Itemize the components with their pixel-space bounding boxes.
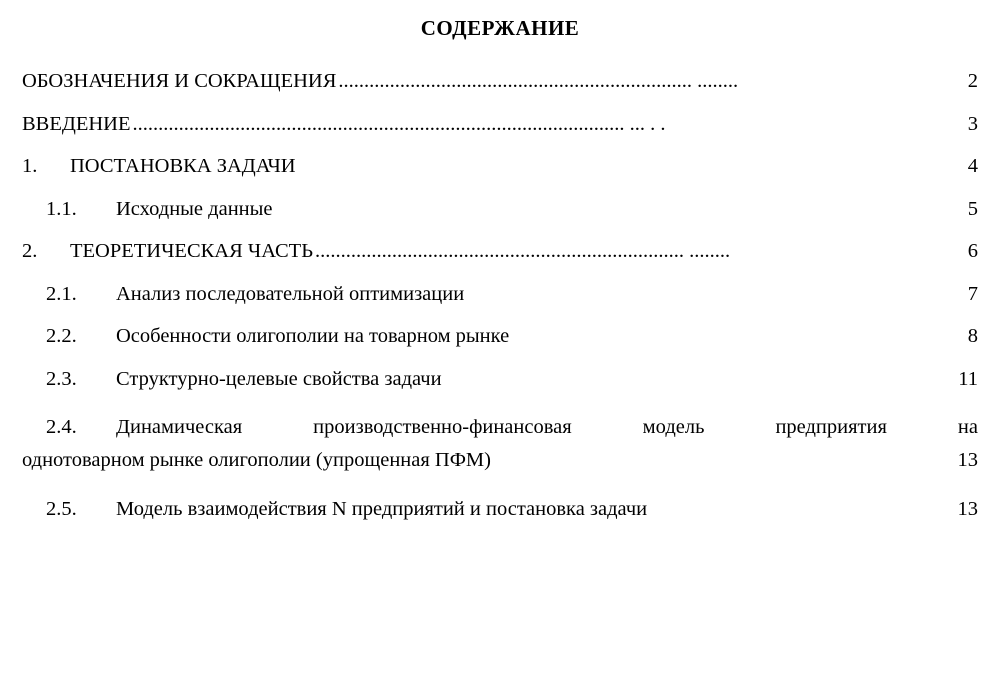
toc-entry-number: 2. (22, 240, 38, 262)
toc-entry[interactable] (22, 114, 978, 135)
toc-entry-label: Анализ последовательной оптимизации (116, 282, 465, 305)
toc-page-number: 6 (967, 240, 978, 262)
toc-entry-label-continued: однотоварном рынке олигополии (упрощенная ПФМ) (22, 449, 491, 472)
toc-entry-label: Исходные данные (116, 197, 273, 220)
toc-page-number: 2 (967, 70, 978, 92)
table-of-contents (0, 71, 1000, 520)
toc-page-number: 5 (967, 197, 978, 220)
toc-entry[interactable] (22, 499, 978, 520)
toc-entry[interactable] (22, 284, 978, 305)
toc-entry-number: 2.3. (46, 367, 77, 390)
toc-entry-label: Модель взаимодействия N предприятий и постановка задачи (116, 498, 648, 521)
toc-entry[interactable] (22, 411, 978, 477)
toc-page-number: 3 (967, 112, 978, 135)
toc-page-number: 11 (958, 367, 978, 390)
toc-entry[interactable] (22, 71, 978, 92)
toc-entry-label: ОБОЗНАЧЕНИЯ И СОКРАЩЕНИЯ (22, 70, 337, 92)
toc-entry-label: Особенности олигополии на товарном рынке (116, 325, 510, 347)
page-title: СОДЕРЖАНИЕ (420, 16, 580, 40)
toc-page-number: 7 (967, 282, 978, 305)
toc-entry-number: 2.2. (46, 325, 77, 347)
toc-entry-label: ТЕОРЕТИЧЕСКАЯ ЧАСТЬ (70, 240, 313, 262)
toc-entry-label: Динамическая производственно-финансовая модель предприятия на (116, 416, 978, 438)
toc-page-number: 4 (967, 155, 978, 177)
document-page (0, 8, 1000, 684)
toc-leader (491, 444, 956, 477)
toc-entry-label: ПОСТАНОВКА ЗАДАЧИ (70, 155, 296, 177)
toc-entry-label: ВВЕДЕНИЕ (22, 112, 131, 135)
toc-entry-number: 2.1. (46, 282, 77, 305)
toc-page-number: 13 (957, 498, 978, 521)
toc-leader: ................................................................................................ ... . . (132, 113, 666, 134)
toc-entry[interactable] (22, 156, 978, 177)
toc-entry[interactable] (22, 199, 978, 220)
toc-entry-label: Структурно-целевые свойства задачи (116, 367, 442, 390)
toc-entry[interactable] (22, 241, 978, 262)
toc-entry-number: 2.5. (46, 498, 77, 521)
toc-entry-number: 2.4. (46, 416, 77, 438)
toc-entry-number: 1. (22, 155, 38, 177)
toc-entry[interactable] (22, 369, 978, 390)
toc-entry-number: 1.1. (46, 197, 77, 220)
toc-leader: ........................................................................ ........ (314, 241, 731, 262)
toc-page-number: 8 (967, 325, 978, 347)
toc-entry[interactable] (22, 326, 978, 347)
toc-page-number: 13 (957, 449, 978, 472)
toc-leader: ..................................................................... ........ (338, 71, 739, 92)
